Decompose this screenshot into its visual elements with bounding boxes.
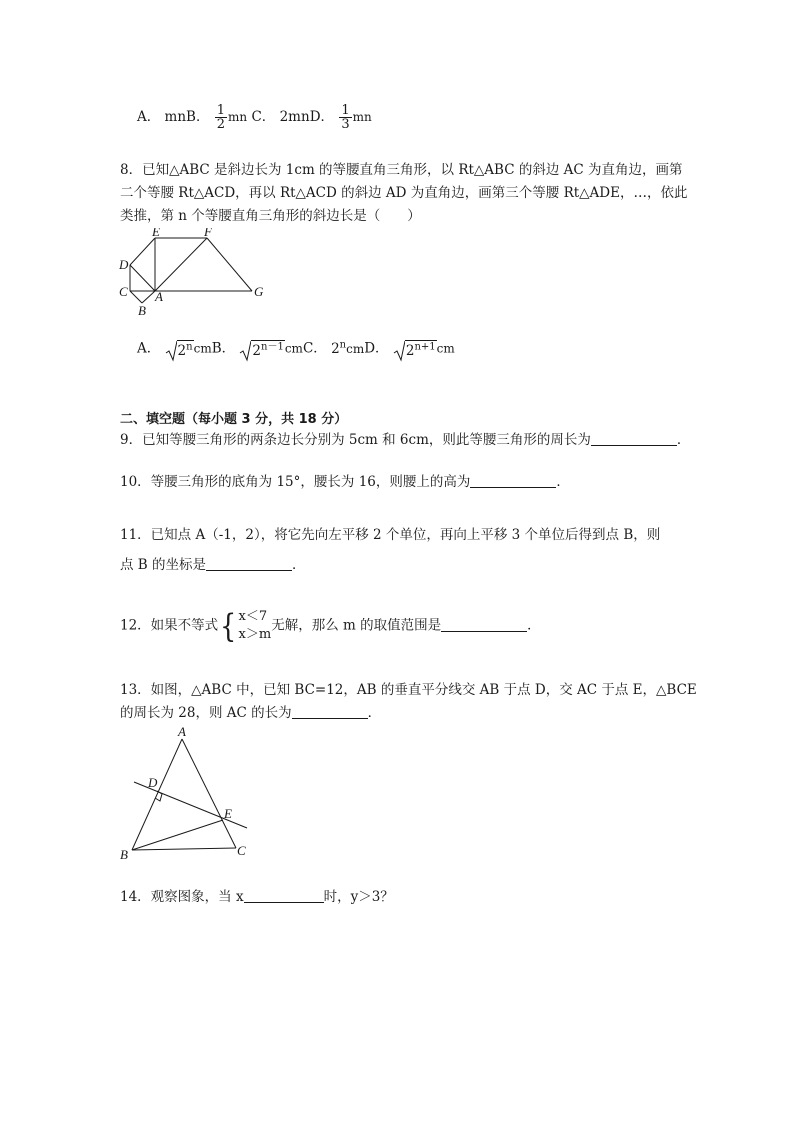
- q8-segment-af: [155, 238, 207, 291]
- section-title: 二、填空题（每小题 3 分，共 18 分）: [120, 412, 348, 427]
- q12: 12．如果不等式{ x＜7 x＞m 无解，那么 m 的取值范围是 ．: [120, 606, 541, 645]
- q13-segment-ac: [182, 739, 236, 848]
- q9-text: 9．已知等腰三角形的两条边长分别为 5cm 和 6cm，则此等腰三角形的周长为: [120, 432, 591, 448]
- q8-segment-de: [130, 238, 155, 265]
- q8-line-1: 8．已知△ABC 是斜边长为 1cm 的等腰直角三角形，以 Rt△ABC 的斜边 AC 为直角边，画第: [120, 162, 683, 178]
- q8-figure: [115, 228, 275, 320]
- q7-option-d-var: mn: [352, 110, 372, 124]
- q8-label-g: G: [254, 284, 264, 299]
- q8-label-f: F: [204, 228, 212, 239]
- q13-label-c: C: [237, 843, 246, 858]
- q14: [120, 887, 394, 907]
- q12-answer-blank[interactable]: [441, 619, 527, 632]
- q13-figure: [115, 725, 265, 865]
- q7-option-d-fraction: $\frac{1}{3}$: [341, 103, 350, 132]
- q7-option-c-label: C．: [251, 109, 276, 125]
- q13-label-b: B: [120, 847, 128, 862]
- q7-option-a-label: A．: [137, 109, 161, 125]
- q13-label-d: D: [148, 775, 158, 790]
- q8-options: [137, 333, 455, 363]
- q7-option-d-label: D．: [309, 109, 335, 125]
- q13-segment-ab: [132, 739, 182, 850]
- q10-text: 10．等腰三角形的底角为 15°，腰长为 16，则腰上的高为: [120, 474, 471, 490]
- q8-line-2: 二个等腰 Rt△ACD，再以 Rt△ACD 的斜边 AD 为直角边，画第三个等腰 Rt△ADE，…，依此: [120, 185, 688, 201]
- q8-segment-ba: [142, 291, 155, 303]
- q8-option-a-unit: cm: [193, 341, 212, 356]
- q8-option-b-sqrt: $2^{n-1}$: [239, 335, 284, 363]
- q8-line-3: 类推，第 n 个等腰直角三角形的斜边长是（ ）: [120, 208, 421, 224]
- q13-line-1: 13．如图，△ABC 中，已知 BC=12，AB 的垂直平分线交 AB 于点 D，交 AC 于点 E，△BCE: [120, 682, 697, 698]
- q8-option-d-sqrt: $2^{n+1}$: [393, 335, 437, 363]
- q14-answer-blank[interactable]: [244, 890, 324, 903]
- q13-label-e: E: [224, 806, 232, 821]
- q7-option-c-value: 2mn: [279, 109, 310, 125]
- q12-brace: {: [220, 606, 237, 645]
- q10-answer-blank[interactable]: [470, 475, 556, 488]
- q8-label-b: B: [138, 303, 146, 318]
- q8-segment-cb: [130, 291, 142, 303]
- q9: 9．已知等腰三角形的两条边长分别为 5cm 和 6cm，则此等腰三角形的周长为 ．: [120, 432, 691, 448]
- q12-inequality-system: x＜7 x＞m: [238, 608, 272, 642]
- q13-answer-blank[interactable]: [292, 706, 368, 719]
- q8-label-e: E: [152, 228, 160, 239]
- q8-option-d-unit: cm: [436, 341, 455, 356]
- q8-option-a-label: A．: [137, 340, 161, 357]
- q8-option-b-label: B．: [211, 340, 236, 357]
- q8-label-a: A: [155, 289, 163, 304]
- q8-option-a-sqrt: 2$^n$: [165, 335, 194, 363]
- q12-prefix: 12．如果不等式: [120, 617, 219, 634]
- q8-option-c-label: C．: [302, 340, 327, 357]
- q14-suffix: 时，y＞3？: [323, 889, 394, 905]
- q13-segment-bc: [132, 848, 236, 850]
- q7-option-b-label: B．: [186, 109, 210, 125]
- q8-label-c: C: [119, 284, 128, 299]
- q7-option-b-var: mn: [228, 110, 248, 124]
- q8-option-d-label: D．: [364, 340, 389, 357]
- q8-label-d: D: [119, 257, 129, 272]
- q8-option-b-unit: cm: [284, 341, 303, 356]
- q8-segment-da: [130, 265, 155, 291]
- q13-segment-be: [132, 820, 223, 850]
- q8-segment-fg: [207, 238, 252, 291]
- q7-options: [137, 104, 372, 131]
- q13-line-2: 的周长为 28，则 AC 的长为 ．: [120, 705, 382, 721]
- q13-label-a: A: [178, 725, 186, 739]
- q9-answer-blank[interactable]: [591, 433, 677, 446]
- q10: 10．等腰三角形的底角为 15°，腰长为 16，则腰上的高为 ．: [120, 474, 570, 490]
- q11-answer-blank[interactable]: [206, 558, 292, 571]
- q12-suffix: 无解，那么 m 的取值范围是: [271, 617, 442, 634]
- q7-option-a-value: mn: [164, 109, 187, 125]
- q7-option-b-fraction: $\frac{1}{2}$: [216, 103, 226, 132]
- q11-line-1: 11．已知点 A（-1，2），将它先向左平移 2 个单位，再向上平移 3 个单位后得到点 B，则: [120, 527, 661, 543]
- q14-text: 14．观察图象，当 x: [120, 889, 244, 905]
- q11-line-2: 点 B 的坐标是 ．: [120, 557, 306, 573]
- q8-option-c-value: 2$^n$cm: [331, 339, 365, 357]
